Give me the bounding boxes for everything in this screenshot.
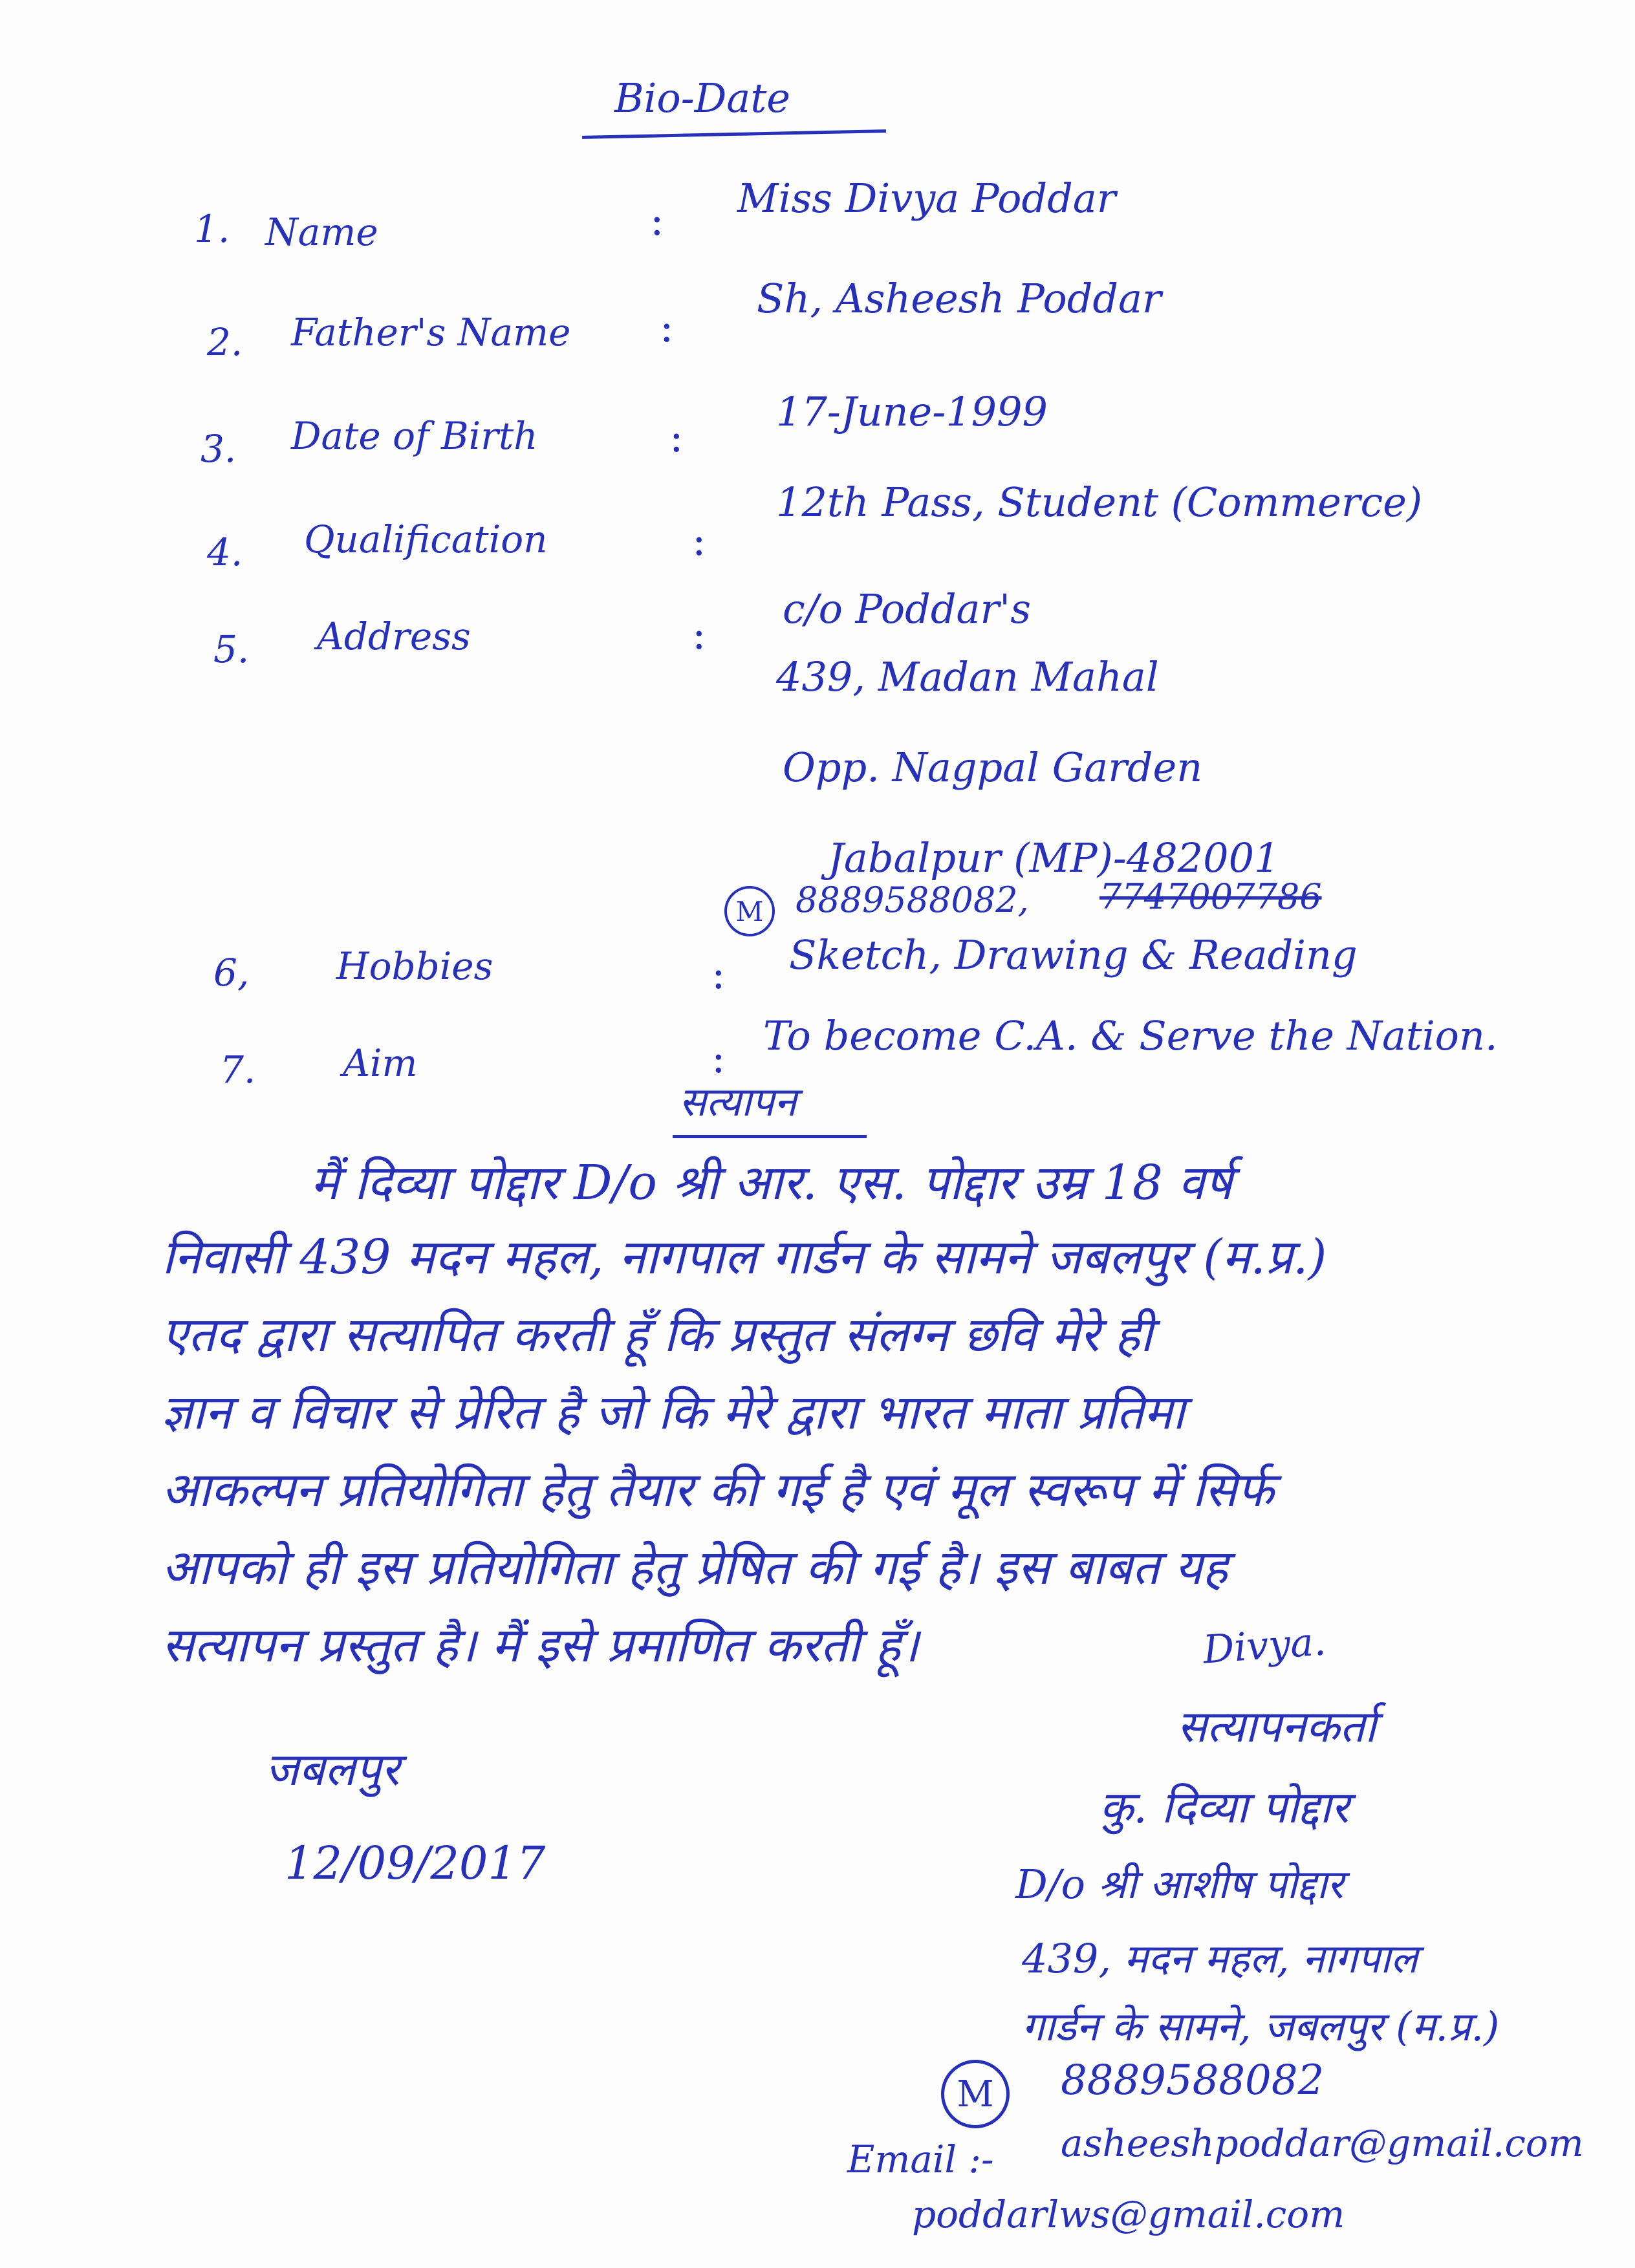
signer-name: कु. दिव्या पोद्दार bbox=[1099, 1782, 1349, 1833]
field-colon: : bbox=[711, 951, 726, 999]
signer-title: सत्यापनकर्ता bbox=[1177, 1701, 1376, 1753]
field-number-hobbies: 6, bbox=[213, 951, 250, 995]
verification-line: आपको ही इस प्रतियोगिता हेतु प्रेषित की गई है। इस बाबत यह bbox=[162, 1540, 1228, 1595]
field-number-address: 5. bbox=[213, 627, 250, 671]
phone-number: 8889588082, bbox=[796, 880, 1029, 920]
field-label-hobbies: Hobbies bbox=[336, 944, 493, 988]
field-label-father: Father's Name bbox=[291, 310, 571, 354]
email-label: Email :- bbox=[847, 2137, 994, 2181]
field-number-father: 2. bbox=[207, 320, 243, 364]
place: जबलपुर bbox=[265, 1743, 400, 1796]
field-label-dob: Date of Birth bbox=[291, 414, 538, 458]
verification-line: आकल्पन प्रतियोगिता हेतु तैयार की गई है एवं मूल स्वरूप में सिर्फ bbox=[162, 1462, 1274, 1518]
field-value-aim: To become C.A. & Serve the Nation. bbox=[763, 1012, 1498, 1059]
field-number-qualification: 4. bbox=[207, 530, 243, 574]
verification-line: मैं दिव्या पोद्दार D/o श्री आर. एस. पोद्दार उम्र 18 वर्ष bbox=[310, 1155, 1233, 1211]
field-value-qualification: 12th Pass, Student (Commerce) bbox=[776, 479, 1423, 526]
document-title: Bio-Date bbox=[614, 74, 790, 122]
title-underline bbox=[582, 129, 886, 139]
signature: Divya. bbox=[1201, 1619, 1328, 1673]
field-colon: : bbox=[650, 197, 664, 245]
verification-heading-underline bbox=[673, 1135, 867, 1138]
field-number-name: 1. bbox=[194, 207, 230, 251]
field-colon: : bbox=[660, 304, 674, 352]
field-colon: : bbox=[692, 517, 706, 565]
date: 12/09/2017 bbox=[285, 1837, 546, 1890]
field-label-qualification: Qualification bbox=[304, 517, 548, 561]
verification-line: सत्यापन प्रस्तुत है। मैं इसे प्रमाणित करती हूँ। bbox=[162, 1617, 919, 1673]
verification-line: ज्ञान व विचार से प्रेरित है जो कि मेरे द्वारा भारत माता प्रतिमा bbox=[162, 1385, 1185, 1440]
field-value-father: Sh, Asheesh Poddar bbox=[757, 275, 1162, 322]
address-line-1: 439, Madan Mahal bbox=[776, 653, 1159, 700]
phone-number-struck: 7747007786 bbox=[1099, 876, 1322, 917]
field-colon: : bbox=[692, 611, 706, 659]
email-1: asheeshpoddar@gmail.com bbox=[1061, 2121, 1584, 2165]
field-label-name: Name bbox=[265, 210, 378, 254]
signer-mobile: 8889588082 bbox=[1061, 2057, 1325, 2104]
mobile-icon: M bbox=[724, 886, 775, 936]
verification-line: निवासी 439 मदन महल, नागपाल गार्डन के सामने जबलपुर (म.प्र.) bbox=[162, 1229, 1327, 1285]
address-line-3: Jabalpur (MP)-482001 bbox=[828, 834, 1280, 881]
verification-line: एतद द्वारा सत्यापित करती हूँ कि प्रस्तुत संलग्न छवि मेरे ही bbox=[162, 1307, 1153, 1363]
signer-address-2: गार्डन के सामने, जबलपुर (म.प्र.) bbox=[1022, 2003, 1500, 2050]
mobile-icon: M bbox=[941, 2060, 1010, 2128]
address-line-2: Opp. Nagpal Garden bbox=[783, 744, 1203, 791]
field-label-aim: Aim bbox=[343, 1041, 418, 1085]
email-2: poddarlws@gmail.com bbox=[912, 2192, 1345, 2236]
field-colon: : bbox=[711, 1035, 726, 1083]
field-label-address: Address bbox=[317, 614, 471, 658]
field-value-dob: 17-June-1999 bbox=[776, 388, 1048, 435]
field-value-address: c/o Poddar's bbox=[783, 585, 1032, 632]
verification-heading: सत्यापन bbox=[679, 1078, 797, 1125]
signer-address-1: 439, मदन महल, नागपाल bbox=[1022, 1935, 1418, 1982]
field-number-dob: 3. bbox=[200, 427, 237, 471]
signer-relation: D/o श्री आशीष पोद्दार bbox=[1015, 1861, 1344, 1908]
field-value-name: Miss Divya Poddar bbox=[737, 175, 1116, 222]
field-value-hobbies: Sketch, Drawing & Reading bbox=[789, 931, 1358, 978]
field-number-aim: 7. bbox=[220, 1048, 256, 1092]
field-colon: : bbox=[669, 414, 684, 462]
